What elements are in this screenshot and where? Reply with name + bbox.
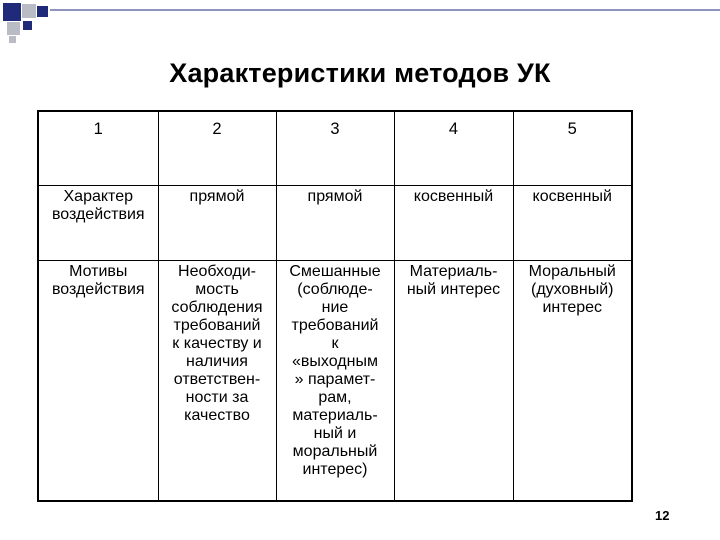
header-cell: 4 xyxy=(394,111,513,185)
table-cell: Моральный (духовный) интерес xyxy=(513,260,632,501)
deco-square-dark-3 xyxy=(23,21,32,30)
table-cell: прямой xyxy=(158,185,276,260)
table-row-motives xyxy=(38,260,632,501)
deco-square-light-3 xyxy=(9,36,16,43)
table-header-row xyxy=(38,111,632,185)
table-cell: косвенный xyxy=(394,185,513,260)
table-row-impact-type xyxy=(38,185,632,260)
table-cell: Смешанные (соблюде- ние требований к «выходным » парамет- рам, материаль- ный и моральный интерес) xyxy=(276,260,394,501)
table-cell: косвенный xyxy=(513,185,632,260)
corner-squares-decoration xyxy=(0,0,720,50)
header-cell: 3 xyxy=(276,111,394,185)
table-cell: прямой xyxy=(276,185,394,260)
table-cell: Необходи- мость соблюдения требований к качеству и наличия ответствен- ности за качество xyxy=(158,260,276,501)
deco-square-dark-1 xyxy=(3,3,21,21)
slide-title: Характеристики методов УК xyxy=(169,58,551,88)
header-cell: 2 xyxy=(158,111,276,185)
deco-square-dark-2 xyxy=(37,6,48,17)
table-cell: Материаль- ный интерес xyxy=(394,260,513,501)
methods-table xyxy=(37,110,633,502)
row-label-cell: Характер воздействия xyxy=(38,185,158,260)
header-cell: 5 xyxy=(513,111,632,185)
header-cell: 1 xyxy=(38,111,158,185)
page-number: 12 xyxy=(655,508,670,523)
row-label-cell: Мотивы воздействия xyxy=(38,260,158,501)
deco-square-light-1 xyxy=(22,4,36,18)
deco-square-light-2 xyxy=(7,22,20,35)
